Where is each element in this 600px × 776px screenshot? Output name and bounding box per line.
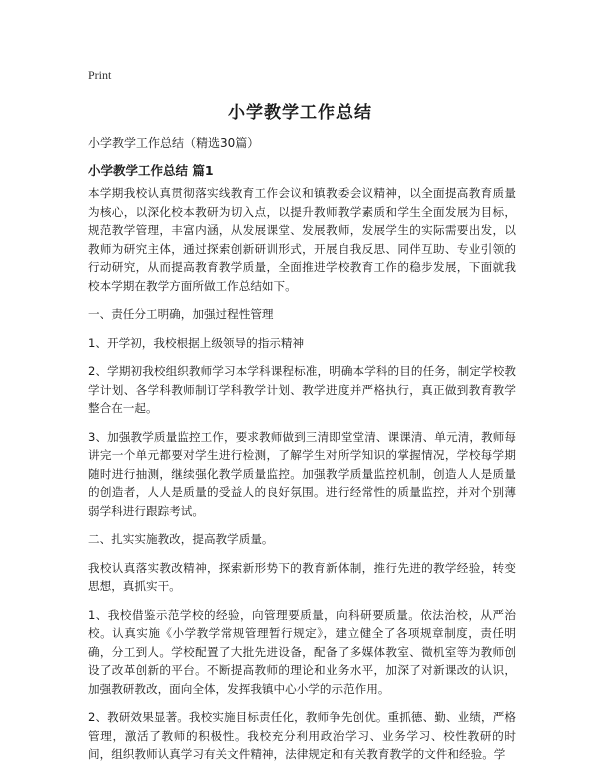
paragraph-item-1: 1、开学初，我校根据上级领导的指示精神 xyxy=(88,335,305,350)
document-subtitle: 小学教学工作总结（精选30篇） xyxy=(88,136,260,150)
page-title: 小学教学工作总结 xyxy=(228,103,372,123)
section-heading: 小学教学工作总结 篇1 xyxy=(88,163,214,178)
paragraph-intro: 本学期我校认真贯彻落实线教育工作会议和镇教委会议精神，以全面提高教育质量为核心，以深化校本教研为切入点，以提升教师教学素质和学生全面发展为目标，规范教学管理，丰富内涵，从发展课堂、发展教师，发展学生的实际需要出发，以教师为研究主体，通过探索创新研训形式，开展自我反思、同伴互助、专业引领的行动研究，从而提高教育教学质量，全面推进学校教育工作的稳步发展，下面就我校本学期在教学方面所做工作总结如下。 xyxy=(88,186,516,293)
print-label[interactable]: Print xyxy=(88,68,112,82)
paragraph-reform-2: 2、教研效果显著。我校实施目标责任化，教师争先创优。重抓德、勤、业绩，严格管理，激活了教师的积极性。我校充分利用政治学习、业务学习、校性教研的时间，组织教师认真学习有关文件精神，法律规定和有关教育教学的文件和经验。学 xyxy=(88,710,516,761)
paragraph-reform: 我校认真落实教改精神，探索新形势下的教育新体制，推行先进的教学经验，转变思想，真抓实干。 xyxy=(88,560,516,593)
paragraph-item-2: 2、学期初我校组织教师学习本学科课程标准，明确本学科的目的任务，制定学校教学计划、各学科教师制订学科教学计划、教学进度并严格执行，真正做到教育教学整合在一起。 xyxy=(88,364,516,415)
body-text xyxy=(88,184,516,774)
paragraph-heading-2: 二、扎实实施教改，提高教学质量。 xyxy=(88,532,274,546)
paragraph-reform-1: 1、我校借鉴示范学校的经验，向管理要质量，向科研要质量。依法治校，从严治校。认真实施《小学教学常规管理暂行规定》，建立健全了各项规章制度，责任明确，分工到人。学校配置了大批先进设备，配备了多媒体教室、微机室等为教师创设了改革创新的平台。不断提高教师的理论和业务水平，加深了对新课改的认识，加强教研教改，面向全体，发挥我镇中心小学的示范作用。 xyxy=(88,607,516,696)
paragraph-heading-1: 一、责任分工明确，加强过程性管理 xyxy=(88,307,274,321)
paragraph-item-3: 3、加强教学质量监控工作，要求教师做到三清即堂堂清、课课清、单元清，教师每讲完一个单元都要对学生进行检测，了解学生对所学知识的掌握情况，学校每学期随时进行抽测，继续强化教学质量监控。加强教学质量监控机制，创造人人是质量的创造者，人人是质量的受益人的良好氛围。进行经常性的质量监控，并对个别薄弱学科进行跟踪考试。 xyxy=(88,429,516,518)
